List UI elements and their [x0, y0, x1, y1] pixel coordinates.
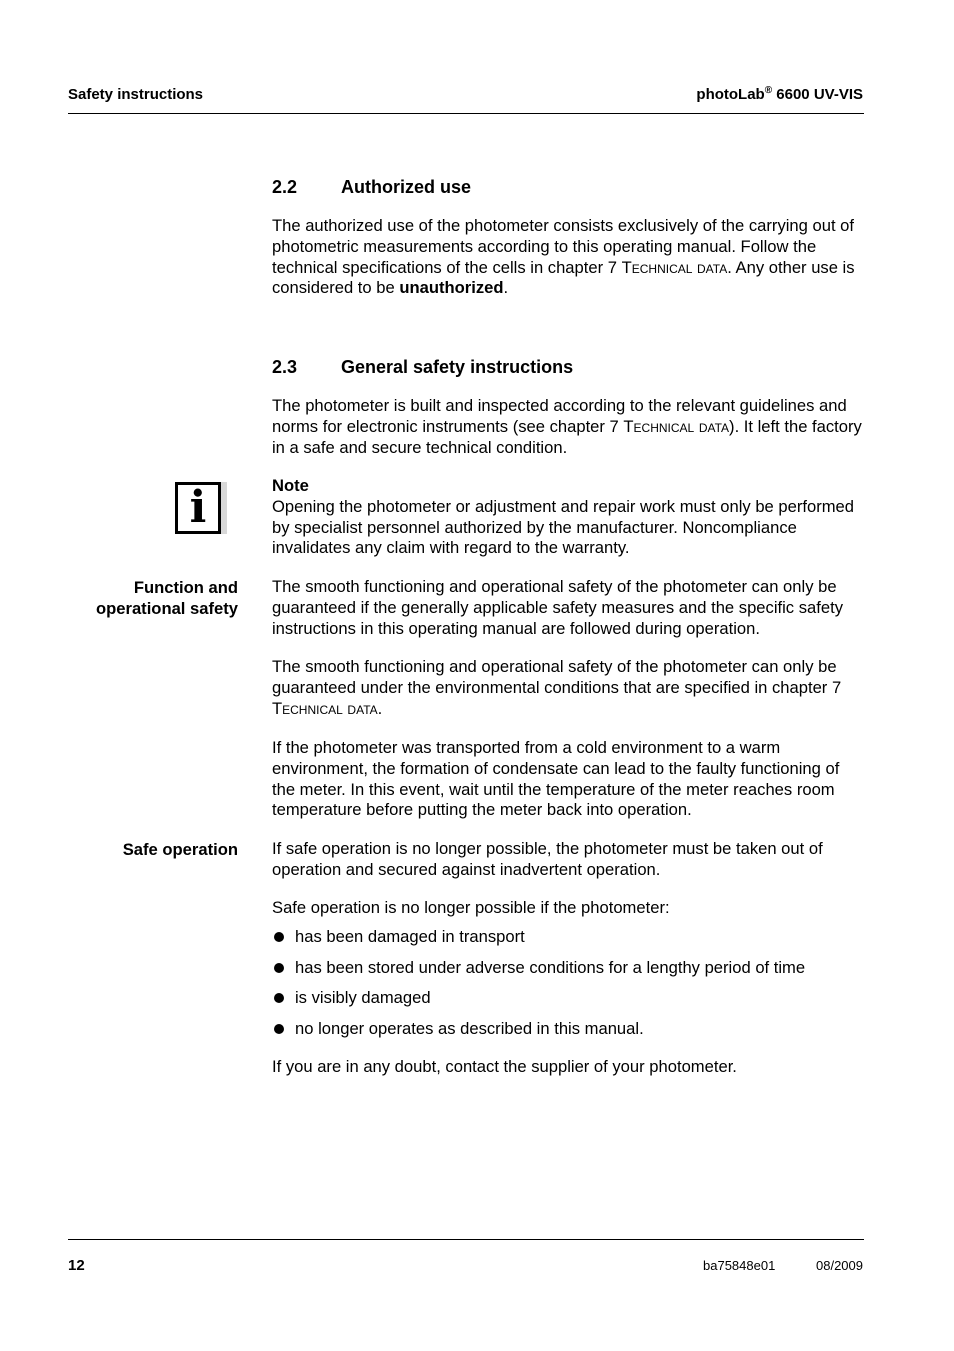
bullet-icon: [274, 1024, 284, 1034]
safe-operation-paragraph-3: If you are in any doubt, contact the supplier of your photometer.: [272, 1057, 737, 1076]
margin-label-function-safety: [38, 577, 238, 619]
document-code: ba75848e01: [703, 1258, 776, 1273]
section-number: 2.2: [272, 177, 298, 197]
registered-mark: ®: [764, 85, 773, 96]
footer-rule: [68, 1239, 864, 1240]
text-run: .: [503, 278, 509, 298]
note-title: Note: [272, 476, 309, 495]
chapter-reference: Technical data: [623, 416, 730, 436]
list-item: [272, 988, 864, 1019]
header-product: [696, 86, 863, 103]
note-block: [272, 476, 864, 559]
info-icon: [175, 482, 227, 534]
section-number: 2.3: [272, 357, 298, 377]
document-date: 08/2009: [816, 1258, 863, 1273]
text-run: .: [377, 698, 383, 718]
list-item: [272, 1019, 864, 1050]
note-text: Opening the photometer or adjustment and repair work must only be performed by specialist personnel authorized by the manufacturer. Noncompliance invalidates any claim with regard to the warranty.: [272, 496, 855, 558]
info-icon-glyph: i: [175, 482, 221, 534]
safe-operation-conditions-list: [272, 927, 864, 1049]
section-title: General safety instructions: [341, 357, 574, 377]
header-section-title: Safety instructions: [68, 86, 204, 103]
bullet-icon: [274, 963, 284, 973]
emphasis-unauthorized: unauthorized: [399, 278, 504, 298]
safe-operation-paragraph-2: Safe operation is no longer possible if the photometer:: [272, 898, 670, 917]
general-safety-paragraph: [272, 396, 864, 458]
chapter-reference: Technical data: [621, 257, 728, 277]
section-heading-authorized-use: [272, 177, 471, 198]
authorized-use-paragraph: [272, 216, 864, 299]
list-item-text: no longer operates as described in this manual.: [295, 1018, 644, 1038]
text-run: The smooth functioning and operational safety of the photometer can only be guaranteed under the environmental conditions that are specified in chapter 7: [272, 657, 842, 697]
safe-operation-paragraph-1: If safe operation is no longer possible, the photometer must be taken out of operation and secured against inadvertent operation.: [272, 839, 823, 879]
text-run: . Any other use is considered to be: [272, 257, 855, 298]
text-run: The authorized use of the photometer consists exclusively of the carrying out of photometric measurements according to this operating manual. Follow the technical specifications of the cells in chapter 7: [272, 216, 855, 277]
function-safety-paragraph-3: If the photometer was transported from a cold environment to a warm environment, the formation of condensate can lead to the faulty functioning of the meter. In this event, wait until the temperature of the meter reaches room temperature before putting the meter back into operation.: [272, 738, 840, 820]
product-model: 6600 UV-VIS: [772, 86, 863, 103]
header-rule: [68, 113, 864, 114]
label-line: operational safety: [95, 599, 238, 618]
margin-label-safe-operation: Safe operation: [122, 840, 238, 859]
section-title: Authorized use: [341, 177, 472, 197]
function-safety-paragraph-1: The smooth functioning and operational safety of the photometer can only be guaranteed if the generally applicable safety measures and the specific safety instructions in this operating manual are followed during operation.: [272, 577, 843, 638]
label-line: Function and: [133, 578, 238, 597]
section-heading-general-safety: [272, 357, 573, 378]
text-run: ). It left the factory in a safe and secure technical condition.: [272, 416, 862, 457]
product-name: photoLab: [696, 86, 765, 103]
list-item: [272, 958, 864, 989]
list-item-text: has been damaged in transport: [295, 927, 525, 946]
text-run: The photometer is built and inspected according to the relevant guidelines and norms for electronic instruments (see chapter 7: [272, 396, 847, 436]
list-item-text: is visibly damaged: [295, 988, 431, 1007]
function-safety-paragraph-2: [272, 657, 864, 719]
page-number: 12: [68, 1257, 85, 1274]
chapter-reference: Technical data: [272, 698, 378, 718]
list-item-text: has been stored under adverse conditions for a lengthy period of time: [295, 957, 806, 977]
bullet-icon: [274, 993, 284, 1003]
bullet-icon: [274, 932, 284, 942]
list-item: [272, 927, 864, 958]
